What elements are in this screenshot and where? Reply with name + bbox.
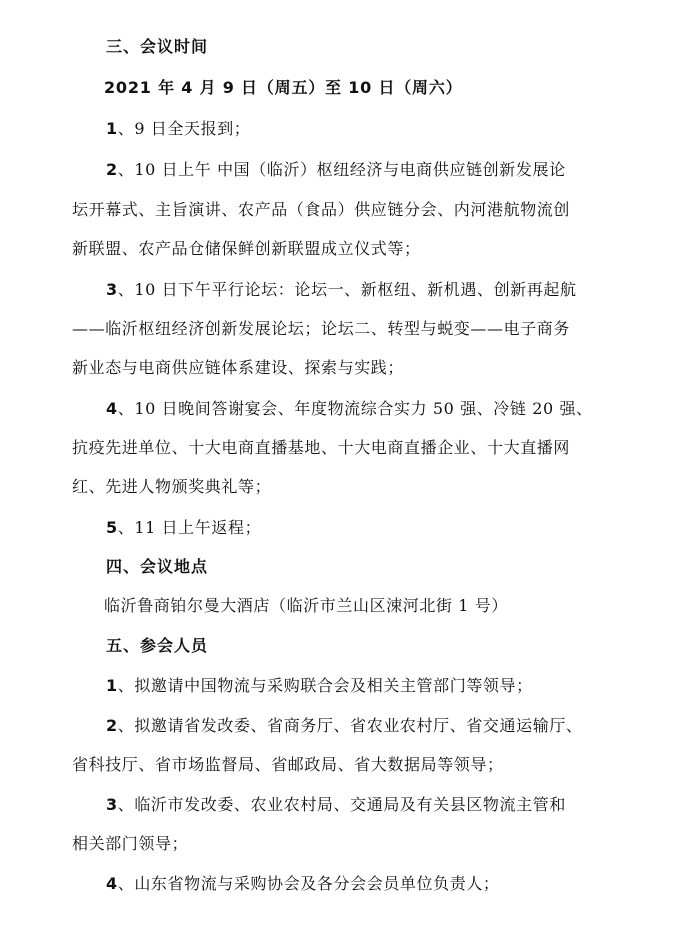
section-heading-meeting-time: 三、会议时间 xyxy=(106,37,209,56)
item-number: 4 xyxy=(106,399,118,418)
item-text: 、10 日下午平行论坛：论坛一、新枢纽、新机遇、创新再起航 xyxy=(117,280,577,299)
list-item xyxy=(0,791,686,819)
item-text-continued: 坛开幕式、主旨演讲、农产品（食品）供应链分会、内河港航物流创 xyxy=(72,200,571,219)
list-item xyxy=(0,156,686,184)
item-number: 2 xyxy=(106,716,118,735)
item-text-continued: 省科技厅、省市场监督局、省邮政局、省大数据局等领导； xyxy=(72,755,504,774)
item-text: 、拟邀请省发改委、省商务厅、省农业农村厅、省交通运输厅、 xyxy=(117,716,583,735)
item-text-continued: 新联盟、农产品仓储保鲜创新联盟成立仪式等； xyxy=(72,239,421,258)
item-text-continued: ——临沂枢纽经济创新发展论坛；论坛二、转型与蜕变——电子商务 xyxy=(72,319,571,338)
list-item xyxy=(0,514,686,542)
item-text-continued: 红、先进人物颁奖典礼等； xyxy=(72,477,272,496)
list-item xyxy=(0,395,686,423)
section-heading-meeting-venue: 四、会议地点 xyxy=(106,557,209,576)
item-number: 1 xyxy=(106,119,118,138)
list-item xyxy=(0,712,686,740)
item-text-continued: 相关部门领导； xyxy=(72,834,189,853)
item-text: 、10 日晚间答谢宴会、年度物流综合实力 50 强、冷链 20 强、 xyxy=(117,399,593,418)
section-heading-attendees: 五、参会人员 xyxy=(106,636,209,655)
item-text: 、11 日上午返程； xyxy=(117,518,262,537)
item-text-continued: 抗疫先进单位、十大电商直播基地、十大电商直播企业、十大直播网 xyxy=(72,438,571,457)
list-item xyxy=(0,276,686,304)
item-text: 、10 日上午 中国（临沂）枢纽经济与电商供应链创新发展论 xyxy=(117,160,566,179)
item-number: 2 xyxy=(106,160,118,179)
meeting-venue: 临沂鲁商铂尔曼大酒店（临沂市兰山区涑河北街 1 号） xyxy=(104,596,508,615)
item-number: 5 xyxy=(106,518,118,537)
item-number: 3 xyxy=(106,795,118,814)
item-text-continued: 新业态与电商供应链体系建设、探索与实践； xyxy=(72,358,405,377)
item-text: 、山东省物流与采购协会及各分会会员单位负责人； xyxy=(117,874,500,893)
item-number: 3 xyxy=(106,280,118,299)
list-item xyxy=(0,870,686,898)
item-text: 、9 日全天报到； xyxy=(117,119,251,138)
list-item xyxy=(0,672,686,700)
item-number: 4 xyxy=(106,874,118,893)
item-text: 、拟邀请中国物流与采购联合会及相关主管部门等领导； xyxy=(117,676,533,695)
meeting-date: 2021 年 4 月 9 日（周五）至 10 日（周六） xyxy=(104,78,463,97)
item-number: 1 xyxy=(106,676,118,695)
list-item xyxy=(0,115,686,143)
item-text: 、临沂市发改委、农业农村局、交通局及有关县区物流主管和 xyxy=(117,795,566,814)
